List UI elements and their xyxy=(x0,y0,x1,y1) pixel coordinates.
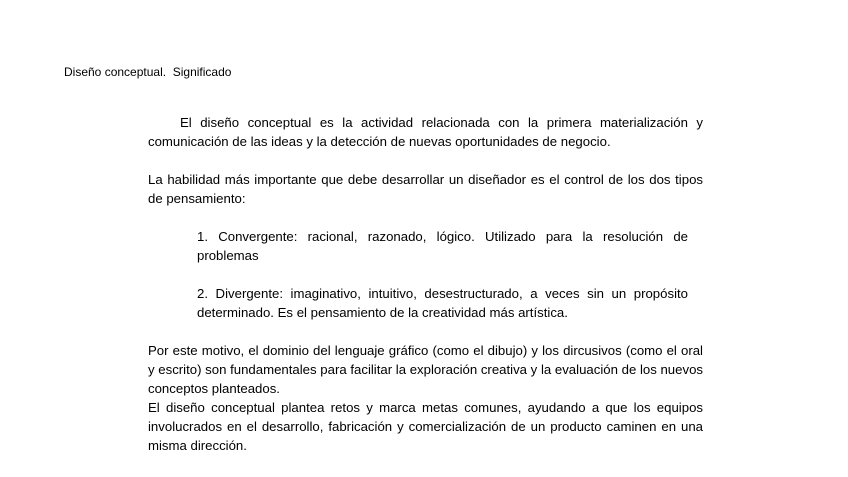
paragraph-motive: Por este motivo, el dominio del lenguaje gráfico (como el dibujo) y los dircusivos (como el oral y escrito) son fundamentales para facilitar la exploración creativa y la evaluación de los nuevos conceptos planteados. xyxy=(148,343,703,396)
document-heading: Diseño conceptual. Significado xyxy=(64,65,232,79)
list-item-divergent: 2. Divergente: imaginativo, intuitivo, desestructurado, a veces sin un propósito determinado. Es el pensamiento de la creatividad más artística. xyxy=(197,286,688,320)
list-item-convergent: 1. Convergente: racional, razonado, lógico. Utilizado para la resolución de problemas xyxy=(197,229,688,263)
document-body xyxy=(148,113,703,455)
paragraph-intro: El diseño conceptual es la actividad relacionada con la primera materialización y comunicación de las ideas y la detección de nuevas oportunidades de negocio. xyxy=(148,115,703,149)
paragraph-goals: El diseño conceptual plantea retos y marca metas comunes, ayudando a que los equipos involucrados en el desarrollo, fabricación y comercialización de un producto caminen en una misma dirección. xyxy=(148,400,703,453)
paragraph-skill: La habilidad más importante que debe desarrollar un diseñador es el control de los dos tipos de pensamiento: xyxy=(148,172,703,206)
